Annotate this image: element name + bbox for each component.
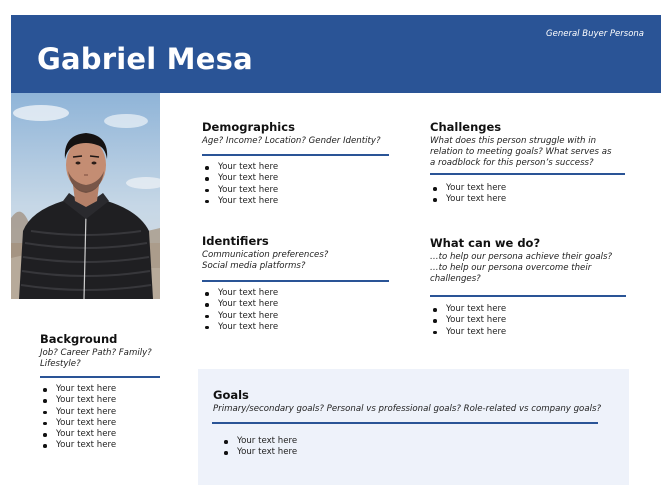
what-can-we-do-divider [430, 295, 626, 297]
identifiers-heading: Identifiers [202, 234, 269, 248]
list-item[interactable]: Your text here [203, 162, 278, 173]
header-banner [11, 15, 661, 93]
what-can-we-do-heading: What can we do? [430, 236, 541, 250]
challenges-divider [430, 173, 625, 175]
demographics-list [203, 162, 278, 207]
list-item[interactable]: Your text here [203, 185, 278, 196]
list-item[interactable]: Your text here [41, 440, 116, 451]
prompt-line: Lifestyle? [40, 359, 81, 369]
demographics-section [202, 120, 381, 147]
prompt-line: a roadblock for this person’s success? [430, 158, 594, 168]
background-heading: Background [40, 332, 118, 346]
challenges-heading: Challenges [430, 120, 502, 134]
prompt-line: relation to meeting goals? What serves as [430, 147, 612, 157]
identifiers-list [203, 288, 278, 333]
goals-list [222, 436, 297, 459]
background-divider [40, 376, 160, 378]
list-item[interactable]: Your text here [203, 311, 278, 322]
prompt-line: Social media platforms? [202, 261, 306, 271]
goals-heading: Goals [213, 388, 249, 402]
list-item[interactable]: Your text here [431, 194, 506, 205]
list-item[interactable]: Your text here [222, 447, 297, 458]
challenges-section [430, 120, 611, 169]
list-item[interactable]: Your text here [203, 299, 278, 310]
identifiers-divider [202, 280, 389, 282]
persona-type-label: General Buyer Persona [546, 29, 644, 39]
list-item[interactable]: Your text here [41, 418, 116, 429]
demographics-divider [202, 154, 389, 156]
challenges-prompt [430, 136, 611, 169]
challenges-list [431, 183, 506, 206]
prompt-line: Job? Career Path? Family? [40, 348, 152, 358]
identifiers-prompt [202, 250, 328, 272]
list-item[interactable]: Your text here [41, 429, 116, 440]
list-item[interactable]: Your text here [431, 183, 506, 194]
background-section [40, 332, 152, 370]
background-list [41, 384, 116, 452]
prompt-line: …to help our persona overcome their [430, 263, 592, 273]
prompt-line: …to help our persona achieve their goals? [430, 252, 613, 262]
identifiers-section [202, 234, 328, 272]
what-can-we-do-list [431, 304, 506, 338]
demographics-heading: Demographics [202, 120, 295, 134]
prompt-line: challenges? [430, 274, 481, 284]
what-can-we-do-section [430, 236, 612, 285]
goals-divider [212, 422, 598, 424]
background-prompt [40, 348, 152, 370]
goals-prompt: Primary/secondary goals? Personal vs professional goals? Role-related vs company goals? [213, 404, 602, 414]
persona-photo [11, 93, 160, 299]
persona-name: Gabriel Mesa [37, 42, 253, 76]
list-item[interactable]: Your text here [203, 288, 278, 299]
prompt-line: Communication preferences? [202, 250, 329, 260]
list-item[interactable]: Your text here [41, 407, 116, 418]
what-can-we-do-prompt [430, 252, 612, 285]
list-item[interactable]: Your text here [41, 395, 116, 406]
list-item[interactable]: Your text here [222, 436, 297, 447]
goals-section [213, 388, 601, 415]
list-item[interactable]: Your text here [431, 327, 506, 338]
prompt-line: What does this person struggle with in [430, 136, 597, 146]
demographics-prompt: Age? Income? Location? Gender Identity? [202, 136, 381, 146]
list-item[interactable]: Your text here [203, 196, 278, 207]
persona-photo-image [11, 93, 160, 299]
list-item[interactable]: Your text here [431, 304, 506, 315]
list-item[interactable]: Your text here [431, 315, 506, 326]
list-item[interactable]: Your text here [41, 384, 116, 395]
list-item[interactable]: Your text here [203, 173, 278, 184]
list-item[interactable]: Your text here [203, 322, 278, 333]
goals-panel [198, 369, 629, 485]
